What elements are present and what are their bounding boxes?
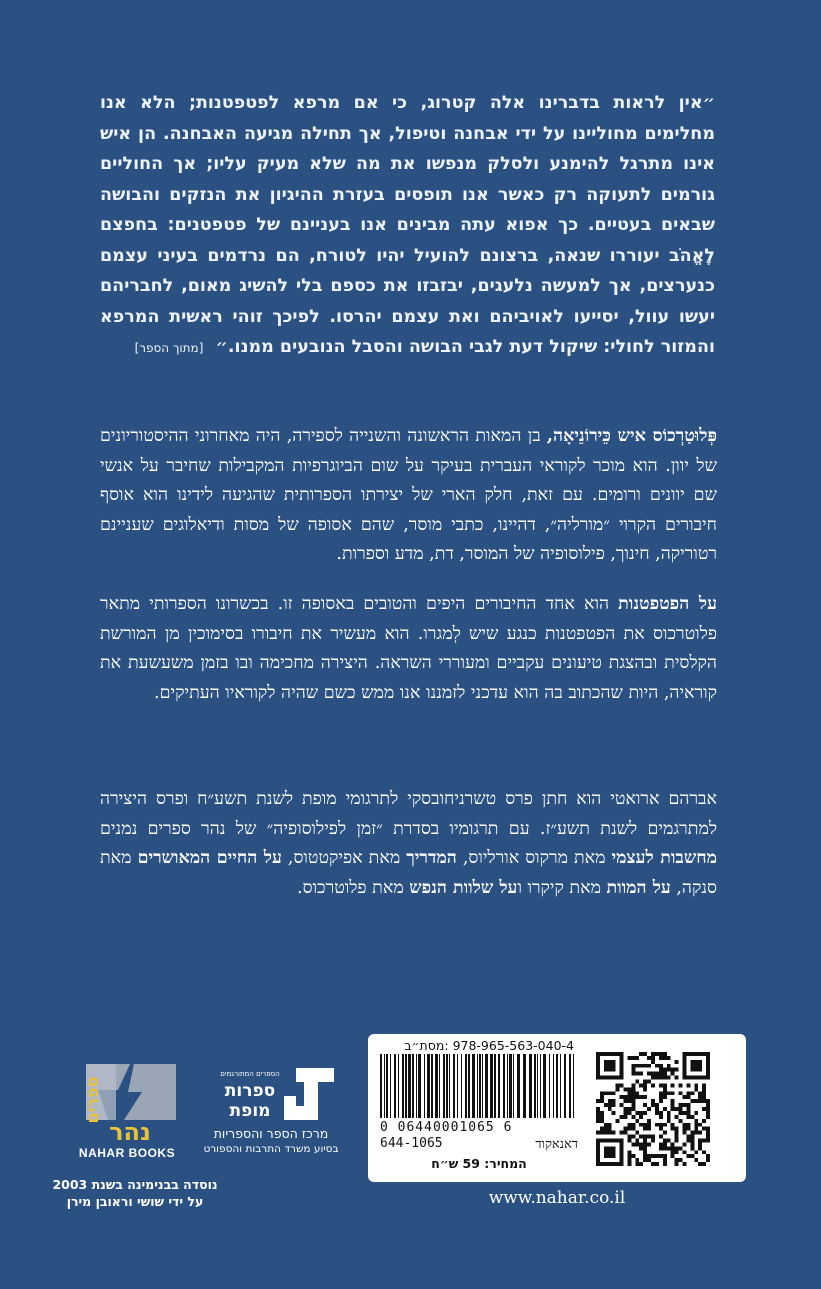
barcode-code-right: דאנאקוד [535, 1137, 578, 1152]
author-name: פְּלוּטַרְכוֹס איש כֵּירוֹנֵיאָה, [546, 426, 717, 446]
work-paragraph [100, 590, 717, 708]
quote-source: [מתוך הספר] [134, 341, 204, 355]
website-url[interactable]: www.nahar.co.il [488, 1188, 626, 1208]
translator-text-5: מאת קיקרו ו [517, 877, 607, 898]
book-title-1: מחשבות לעצמי [611, 848, 717, 868]
author-paragraph [100, 422, 717, 570]
translator-paragraph [100, 785, 717, 903]
founded-note [40, 1176, 230, 1210]
book-center-credit [196, 1126, 346, 1156]
isbn-number: 978-965-563-040-4 [452, 1038, 574, 1053]
translator-text-2: מאת מרקוס אורליוס, [456, 848, 612, 868]
book-title-3: על החיים המאושרים [137, 848, 282, 868]
center-line-2: בסיוע משרד התרבות והספורט [203, 1143, 339, 1155]
isbn-label-text: מסת״ב: [404, 1038, 449, 1053]
barcode-box [368, 1034, 746, 1182]
author-text: בן המאות הראשונה והשנייה לספירה, היה מאחרוני ההיסטוריונים של יוון. הוא מוכר לקוראי העברית בעיקר על שום הביוגרפיות המקבילות שחיבר על אנשי שם יוונים ורומים. עם זאת, חלק הארי של יצירתו הספרותית שהגיעה לידינו הוא אוסף חיבורים הקרוי ״מורליה״, דהיינו, כתבי מוסר, שהם אסופה של מסות ודיאלוגים שעניינם רטוריקה, חינוך, פילוסופיה של המוסר, דת, מדע וספרות. [100, 426, 717, 564]
barcode-bars [380, 1054, 578, 1118]
barcode-number: 0 06440001065 6 [380, 1120, 513, 1135]
nahar-logo-text-main: נהר [109, 1118, 151, 1146]
barcode-code-left: 644-1065 [380, 1136, 443, 1151]
center-line-1: מרכז הספר והספריות [213, 1126, 329, 1141]
mofet-small-text: הספרים המתורגמים [220, 1070, 280, 1078]
book-title-2: המדריך [406, 848, 457, 868]
nahar-books-label: NAHAR BOOKS [78, 1146, 176, 1160]
nahar-logo-text-top: ספרים [83, 1076, 102, 1124]
mofet-line-1: ספרות [224, 1081, 276, 1101]
price: המחיר: 59 ש״ח [431, 1156, 527, 1171]
qr-code[interactable] [596, 1052, 710, 1166]
work-title: על הפטפטנות [618, 594, 717, 614]
barcode-code-row [380, 1136, 578, 1152]
back-cover-quote [100, 88, 715, 364]
founded-line-2: על ידי שושי וראובן מירן [66, 1194, 204, 1209]
founded-line-1: נוסדה בבנימינה בשנת 2003 [52, 1177, 218, 1192]
translator-text-4: מאת סנקה, [100, 848, 717, 898]
work-text: הוא אחד החיבורים היפים והטובים באסופה זו. בכשרונו הספרותי מתאר פלוטרכוס את הפטפטנות כנגע שיש לְמגרו. הוא מעשיר את חיבורו בסימוכין מן המורשת הקלסית ובהצגת טיעונים עקביים ומעוררי השראה. היצירה מחכימה ובו בזמן משעשעת את קוראיה, היות שהכתוב בה הוא עדכני לזמננו אנו ממש כשם שהיה לקוראיו העתיקים. [100, 594, 717, 703]
translator-text-3: מאת אפיקטטוס, [281, 848, 407, 868]
book-title-5: על שלוות הנפש [409, 877, 518, 898]
quote-text: ״אין לראות בדברינו אלה קטרוג, כי אם מרפא לפטפטנות; הלא אנו מחלימים מחוליינו על ידי אבחנה וטיפול, אך תחילה מגיעה האבחנה. הן איש אינו מתרגל להימנע ולסלק מנפשו את מה שלא מעיק עליו; אך החוליים גורמים לתעוקה רק כאשר אנו תופסים בעזרת ההיגיון את הנזקים והבושה שבאים בעטיים. כך אפוא עתה מבינים אנו בעניינם של פטפטנים: בחפצם לֶאֱהֹב יעוררו שנאה, ברצונם להועיל יהיו לטורח, הם נרדמים בעיני עצמם כנערצים, אך למעשה נלעגים, יבזבזו את כספם בלי להשיג מאום, לחבריהם יעשו עוול, יסייעו לאויביהם ואת עצמם יהרסו. לפיכך זוהי ראשית המרפא והמזור לחולי: שיקול דעת לגבי הבושה והסבל הנובעים ממנו.״ [100, 93, 715, 357]
mofet-line-2: מופת [229, 1101, 271, 1121]
translator-text-1: אברהם ארואטי הוא חתן פרס טשרניחובסקי לתרגומי מופת לשנת תשע״ח ופרס היצירה למתרגמים לשנת תשע״ז. עם תרגומיו בסדרת ״זמן לפילוסופיה״ של נהר ספרים נמנים [100, 789, 717, 839]
book-title-4: על המוות [606, 877, 671, 898]
translator-text-6: מאת פלוטרכוס. [297, 877, 410, 898]
isbn-label [404, 1038, 574, 1053]
